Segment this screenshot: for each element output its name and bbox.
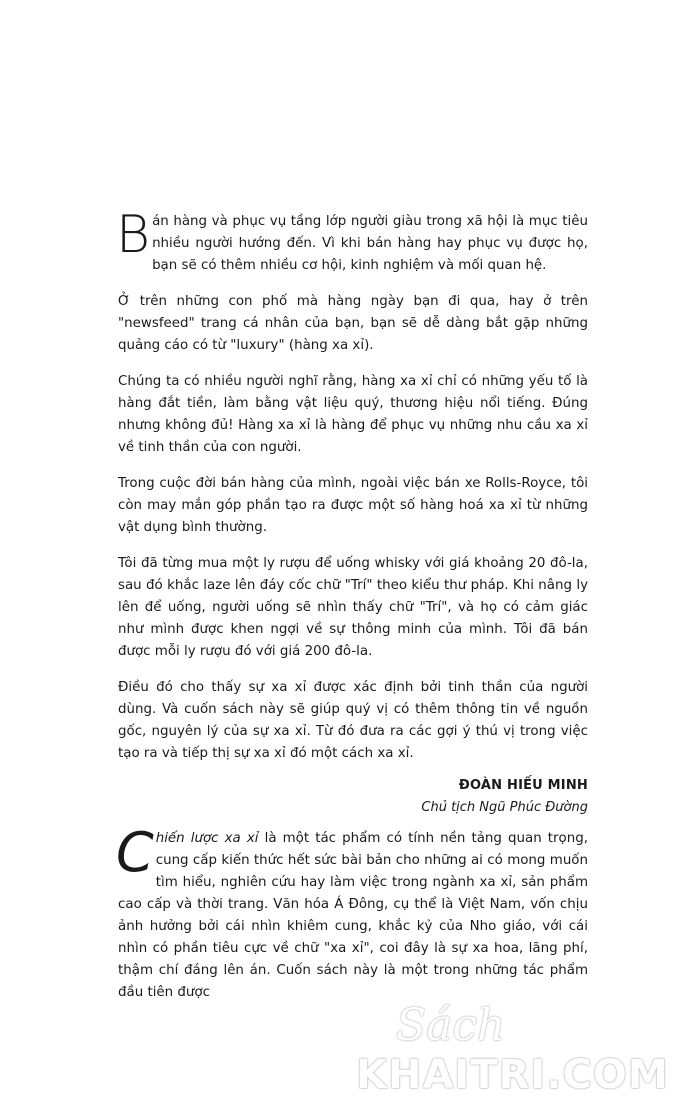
review-paragraph — [116, 821, 588, 1004]
signature-role: Chủ tịch Ngũ Phúc Đường — [421, 800, 588, 815]
foreword-paragraph-2: Ở trên những con phố mà hàng ngày bạn đi qua, hay ở trên "newsfeed" trang cá nhân của bạn, bạn sẽ dễ dàng bắt gặp những quảng cáo có từ "luxury" (hàng xa xỉ). — [118, 294, 588, 353]
foreword-paragraph-3: Chúng ta có nhiều người nghĩ rằng, hàng xa xỉ chỉ có những yếu tố là hàng đắt tiền, làm bằng vật liệu quý, thương hiệu nổi tiếng. Đúng nhưng không đủ! Hàng xa xỉ là hàng để phục vụ những nhu cầu xa xỉ về tinh thần của con người. — [118, 374, 588, 455]
watermark-brand: KHAITRI.COM — [356, 1052, 669, 1098]
foreword-paragraph-4: Trong cuộc đời bán hàng của mình, ngoài việc bán xe Rolls-Royce, tôi còn may mắn góp phần tạo ra được một số hàng hoá xa xỉ từ những vật dụng bình thường. — [118, 476, 588, 535]
signature-name: ĐOÀN HIẾU MINH — [458, 778, 588, 793]
foreword-paragraph-5: Tôi đã từng mua một ly rượu để uống whisky với giá khoảng 20 đô-la, sau đó khắc laze lên đáy cốc chữ "Trí" theo kiểu thư pháp. Khi nâng ly lên để uống, người uống sẽ nhìn thấy chữ "Trí", và họ có cảm giác như mình được khen ngợi về sự thông minh của mình. Tôi đã bán được mỗi ly rượu đó với giá 200 đô-la. — [118, 556, 588, 659]
review-dropcap: C — [116, 821, 154, 884]
review-body: là một tác phẩm có tính nền tảng quan trọng, cung cấp kiến thức hết sức bài bản cho những ai có mong muốn tìm hiểu, nghiên cứu hay làm việc trong ngành xa xỉ, sản phẩm cao cấp và thời trang. Văn hóa Á Đông, cụ thể là Việt Nam, vốn chịu ảnh hưởng bởi cái nhìn khiêm cung, khắc kỷ của Nho giáo, với cái nhìn có phần tiêu cực về chữ "xa xỉ", coi đây là sự xa hoa, lãng phí, thậm chí đáng lên án. Cuốn sách này là một trong những tác phẩm đầu tiên được — [118, 831, 588, 1000]
watermark-script: Sách — [396, 1000, 506, 1051]
foreword-section — [116, 205, 588, 819]
signature — [118, 775, 588, 819]
book-title: hiến lược xa xỉ — [155, 831, 259, 846]
foreword-paragraph-6: Điều đó cho thấy sự xa xỉ được xác định bởi tinh thần của người dùng. Và cuốn sách này sẽ giúp quý vị có thêm thông tin về nguồn gốc, nguyên lý của sự xa xỉ. Từ đó đưa ra các gợi ý thú vị trong việc tạo ra và tiếp thị sự xa xỉ đó một cách xa xỉ. — [118, 680, 588, 761]
foreword-paragraph-1: Bán hàng và phục vụ tầng lớp người giàu trong xã hội là mục tiêu nhiều người hướng đến. Vì khi bán hàng hay phục vụ được họ, bạn sẽ có thêm nhiều cơ hội, kinh nghiệm và mối quan hệ. — [116, 205, 588, 273]
watermark-logo — [356, 1000, 686, 1110]
review-section — [116, 821, 588, 1004]
